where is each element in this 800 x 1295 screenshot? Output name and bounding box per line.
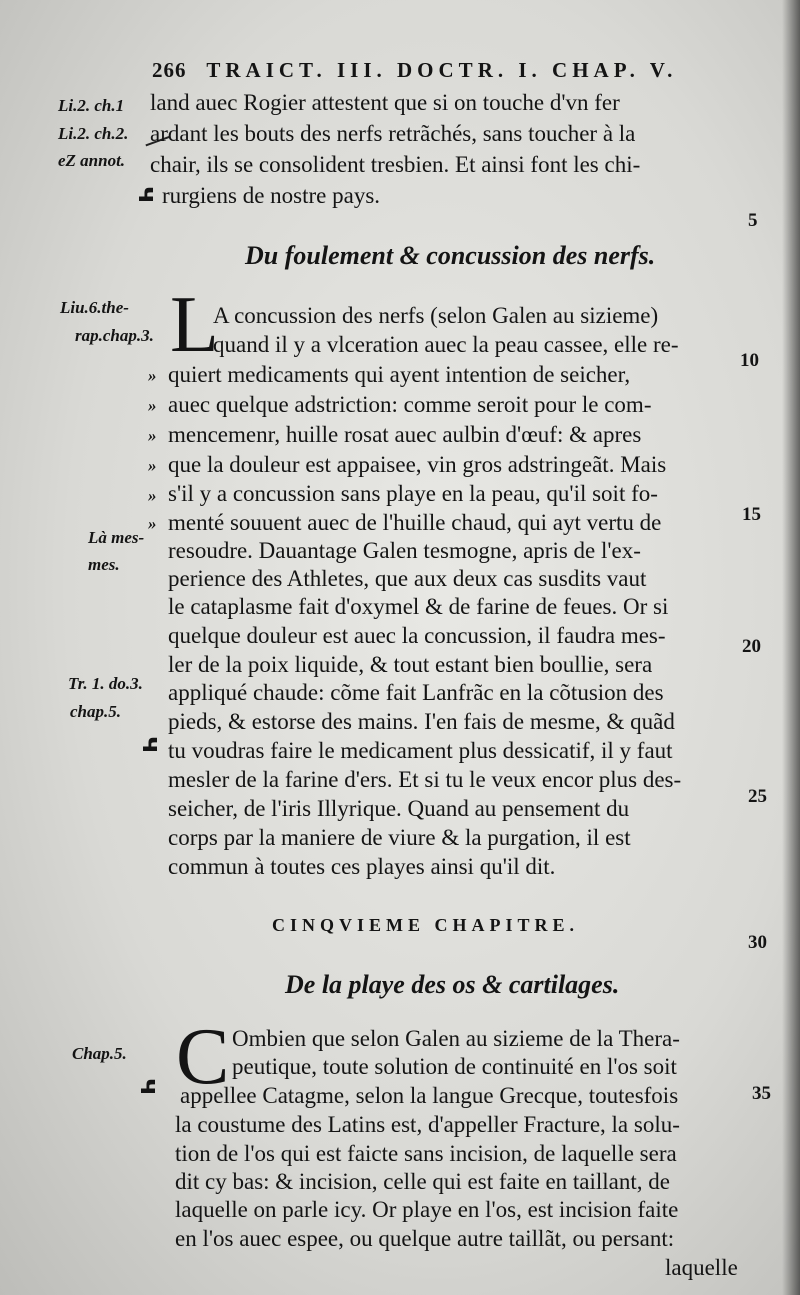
- running-title: TRAICT. III. DOCTR. I. CHAP. V.: [206, 58, 678, 82]
- text-line: A concussion des nerfs (selon Galen au sizieme): [213, 303, 659, 328]
- text-line: chair, ils se consolident tresbien. Et ainsi font les chi-: [150, 152, 641, 177]
- text-line: en l'os auec espee, ou quelque autre taillãt, ou persant:: [175, 1226, 675, 1251]
- catchword: laquelle: [665, 1255, 738, 1280]
- line-number: 35: [752, 1083, 771, 1104]
- marginal-note: eZ annot.: [58, 151, 126, 170]
- line-number: 30: [748, 932, 767, 953]
- section-heading: Du foulement & concussion des nerfs.: [245, 241, 656, 270]
- page-number: 266: [152, 58, 187, 82]
- line-number: 15: [742, 504, 761, 525]
- text-line: ler de la poix liquide, & tout estant bien boullie, sera: [168, 652, 653, 677]
- text-line: rurgiens de nostre pays.: [162, 183, 381, 208]
- quote-mark: »: [148, 514, 157, 533]
- marginal-note: Chap.5.: [72, 1044, 127, 1063]
- page-edge-shadow: [782, 0, 800, 1295]
- line-number: 5: [748, 210, 758, 231]
- text-line: land auec Rogier attestent que si on touche d'vn fer: [150, 90, 620, 115]
- quote-mark: »: [148, 486, 157, 505]
- text-line: quiert medicaments qui ayent intention de seicher,: [168, 362, 631, 387]
- text-line: le cataplasme fait d'oxymel & de farine de feues. Or si: [168, 594, 669, 619]
- manicule-mark-icon: ч: [131, 186, 162, 204]
- text-line: commun à toutes ces playes ainsi qu'il dit.: [168, 854, 556, 879]
- marginal-note: rap.chap.3.: [75, 326, 154, 345]
- text-line: tion de l'os qui est faicte sans incision, de laquelle sera: [175, 1141, 677, 1166]
- text-line: ardant les bouts des nerfs retrãchés, sans toucher à la: [150, 121, 636, 146]
- line-number: 25: [748, 786, 767, 807]
- text-line: quand il y a vlceration auec la peau cassee, elle re-: [213, 332, 679, 357]
- text-line: appliqué chaude: cõme fait Lanfrãc en la cõtusion des: [168, 680, 664, 705]
- text-line: Ombien que selon Galen au sizieme de la Thera-: [232, 1026, 680, 1051]
- drop-cap: L: [170, 281, 219, 369]
- text-line: perience des Athletes, que aux deux cas susdits vaut: [168, 566, 647, 591]
- text-line: resoudre. Dauantage Galen tesmogne, apris de l'ex-: [168, 538, 641, 563]
- text-line: appellee Catagme, selon la langue Grecque, toutesfois: [180, 1083, 679, 1108]
- marginal-note: chap.5.: [70, 702, 121, 721]
- marginal-note: Là mes-: [88, 528, 145, 547]
- text-line: la coustume des Latins est, d'appeller Fracture, la solu-: [175, 1112, 680, 1137]
- marginal-note: Liu.6.the-: [60, 298, 129, 317]
- text-line: pieds, & estorse des mains. I'en fais de mesme, & quãd: [168, 709, 675, 734]
- line-number: 20: [742, 636, 761, 657]
- text-line: tu voudras faire le medicament plus dessicatif, il y faut: [168, 738, 673, 763]
- text-line: peutique, toute solution de continuité en l'os soit: [232, 1054, 677, 1079]
- marginal-note: Tr. 1. do.3.: [68, 674, 143, 693]
- running-header: [152, 58, 732, 83]
- text-line: seicher, de l'iris Illyrique. Quand au pensement du: [168, 796, 630, 821]
- drop-cap: C: [176, 1013, 230, 1101]
- text-line: quelque douleur est auec la concussion, il faudra mes-: [168, 623, 666, 648]
- text-line: s'il y a concussion sans playe en la peau, qu'il soit fo-: [168, 481, 658, 506]
- marginal-note: Li.2. ch.2.: [58, 124, 129, 143]
- text-line: dit cy bas: & incision, celle qui est faite en taillant, de: [175, 1169, 670, 1194]
- text-line: que la douleur est appaisee, vin gros adstringeãt. Mais: [168, 452, 667, 477]
- manicule-mark-icon: ч: [133, 1078, 164, 1096]
- chapter-title: CINQVIEME CHAPITRE.: [272, 915, 580, 935]
- text-line: auec quelque adstriction: comme seroit pour le com-: [168, 392, 652, 417]
- quote-mark: »: [148, 396, 157, 415]
- quote-mark: »: [148, 426, 157, 445]
- text-line: menté souuent auec de l'huille chaud, qui ayt vertu de: [168, 510, 662, 535]
- quote-mark: »: [148, 366, 157, 385]
- section-heading: De la playe des os & cartilages.: [285, 970, 620, 999]
- text-line: mesler de la farine d'ers. Et si tu le veux encor plus des-: [168, 767, 682, 792]
- line-number: 10: [740, 350, 759, 371]
- marginal-note: Li.2. ch.1: [58, 96, 125, 115]
- text-line: laquelle on parle icy. Or playe en l'os, est incision faite: [175, 1197, 679, 1222]
- manicule-mark-icon: ч: [135, 736, 166, 754]
- quote-mark: »: [148, 456, 157, 475]
- text-line: corps par la maniere de viure & la purgation, il est: [168, 825, 631, 850]
- marginal-note: mes.: [88, 555, 120, 574]
- text-line: mencemenr, huille rosat auec aulbin d'œuf: & apres: [168, 422, 642, 447]
